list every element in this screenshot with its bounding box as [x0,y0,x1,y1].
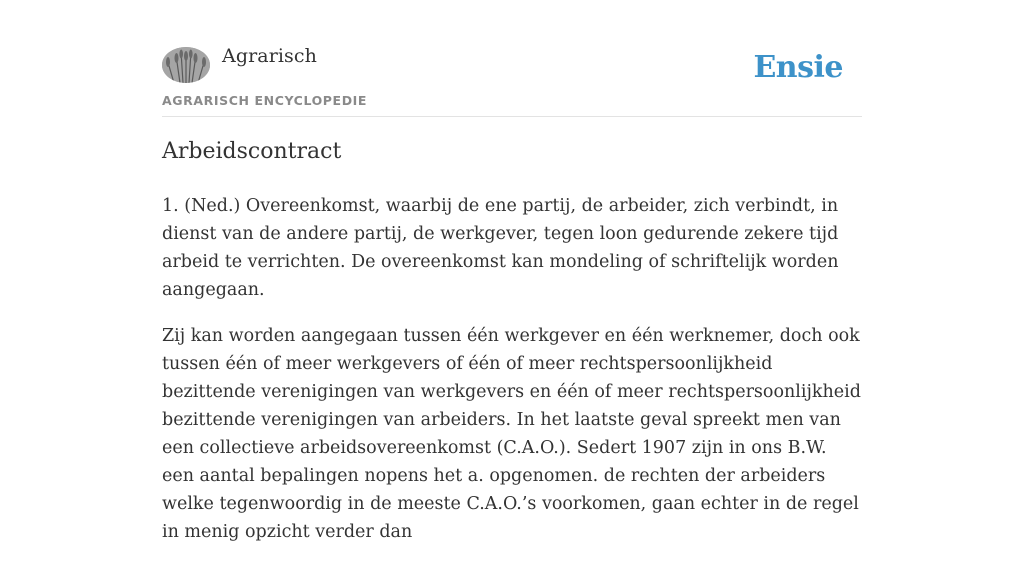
wheat-icon [162,47,210,83]
source-name[interactable]: Agrarisch [222,45,317,67]
brand-logo-link[interactable]: Ensie [753,50,843,85]
header [162,0,862,117]
article-title: Arbeidscontract [162,139,342,164]
article-paragraph: Zij kan worden aangegaan tussen één werkgever en één werknemer, doch ook tussen één of meer werkgevers of één of meer rechtspersoonlijkheid bezittende verenigingen van werkgevers en één of meer rechtspersoonlijkheid bezittende verenigingen van arbeiders. In het laatste geval spreekt men van een collectieve arbeidsovereenkomst (C.A.O.). Sedert 1907 zijn in ons B.W. een aantal bepalingen nopens het a. opgenomen. de rechten der arbeiders welke tegenwoordig in de meeste C.A.O.’s voorkomen, gaan echter in de regel in menig opzicht verder dan [162,326,861,542]
source-subtitle: AGRARISCH ENCYCLOPEDIE [162,93,368,108]
page [162,0,862,542]
article-paragraph: 1. (Ned.) Overeenkomst, waarbij de ene partij, de arbeider, zich verbindt, in dienst van de andere partij, de werkgever, tegen loon gedurende zekere tijd arbeid te verrichten. De overeenkomst kan mondeling of schriftelijk worden aangegaan. [162,196,839,300]
article-body [162,192,862,564]
